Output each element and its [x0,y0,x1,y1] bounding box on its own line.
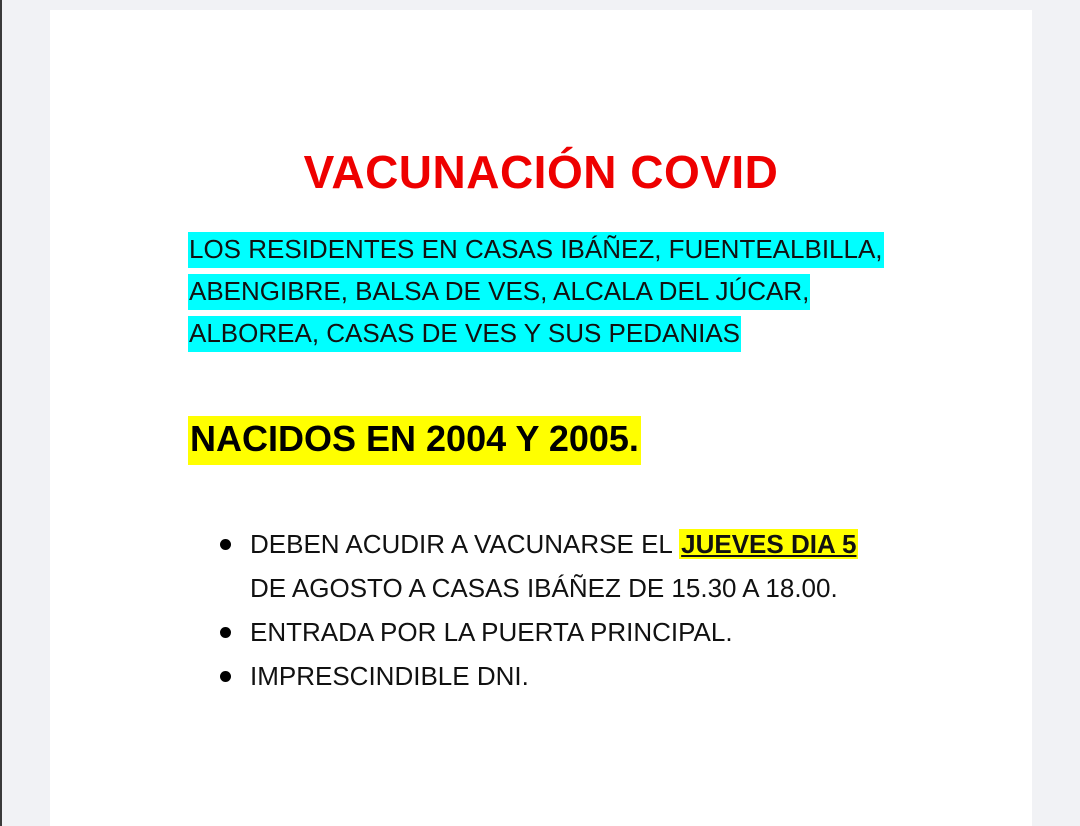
date-highlight: JUEVES DIA 5 [681,529,857,559]
residents-line-1: LOS RESIDENTES EN CASAS IBÁÑEZ, FUENTEALBILLA, [188,232,884,268]
birth-years-text: NACIDOS EN 2004 Y 2005. [188,416,641,465]
viewer-edge [0,0,2,826]
residents-line-3: ALBOREA, CASAS DE VES Y SUS PEDANIAS [188,316,741,352]
page-title: VACUNACIÓN COVID [303,146,779,198]
list-item [220,654,920,698]
list-item [220,522,920,610]
list-item-text-continued: DE AGOSTO A CASAS IBÁÑEZ DE 15.30 A 18.00. [250,573,838,603]
instructions-list [220,522,920,698]
list-item-text: DEBEN ACUDIR A VACUNARSE EL [250,529,680,559]
bullet-icon [220,539,231,550]
birth-years-heading [188,414,641,464]
residents-paragraph [188,228,908,354]
list-item [220,610,920,654]
bullet-icon [220,671,231,682]
bullet-icon [220,627,231,638]
list-item-text: ENTRADA POR LA PUERTA PRINCIPAL. [250,617,733,647]
list-item-text: IMPRESCINDIBLE DNI. [250,661,529,691]
residents-line-2: ABENGIBRE, BALSA DE VES, ALCALA DEL JÚCAR, [188,274,810,310]
document-page [50,10,1032,826]
